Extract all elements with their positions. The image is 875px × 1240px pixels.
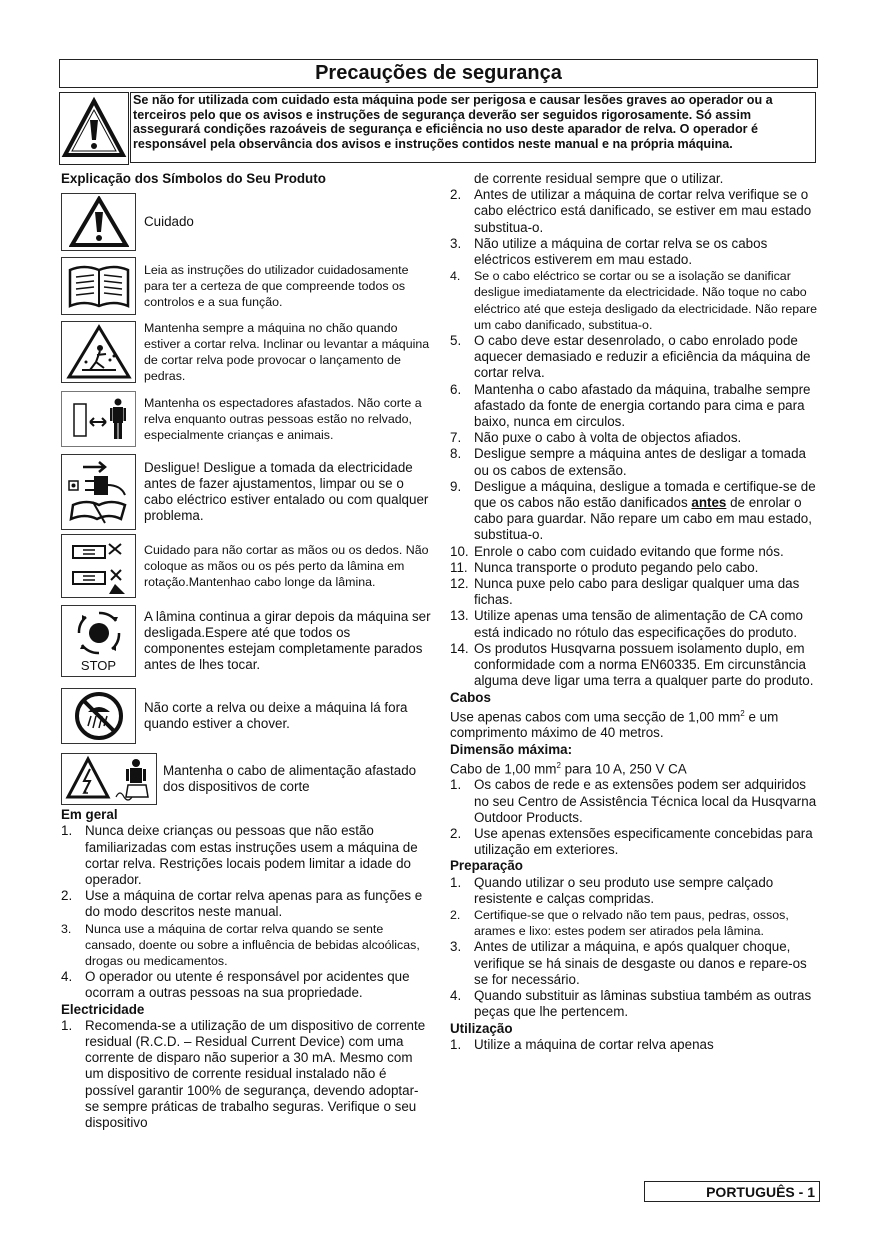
title-box [59, 59, 818, 88]
list-item-continuation: de corrente residual sempre que o utilizar. [474, 171, 724, 186]
rotating-blade-stop-icon-box [61, 605, 136, 677]
em-geral-heading: Em geral [61, 807, 118, 823]
list-item: 5. O cabo deve estar desenrolado, o cabo enrolado pode aquecer demasiado e reduzir a eficiência da máquina de cortar relva. [450, 333, 811, 381]
electricidade-heading: Electricidade [61, 1001, 145, 1017]
dimensao-heading: Dimensão máxima: [450, 741, 573, 757]
list-item: 10. Enrole o cabo com cuidado evitando que forme nós. [450, 543, 784, 559]
keep-bystanders-away-icon-box [61, 391, 136, 447]
cable-away-icon-box [61, 753, 157, 805]
utilizacao-list [450, 1037, 822, 1053]
no-rain-icon-box [61, 688, 136, 744]
dimensao-list [450, 777, 822, 858]
manual-book-icon-box [61, 257, 136, 315]
symbol-row [61, 255, 431, 317]
symbol-text: Não corte a relva ou deixe a máquina lá fora quando estiver a chover. [144, 700, 408, 732]
right-column [450, 171, 822, 1053]
warning-banner-icon-box [59, 92, 129, 165]
blade-hands-feet-icon-box [61, 534, 136, 598]
symbols-heading: Explicação dos Símbolos do Seu Produto [61, 171, 326, 186]
list-item: 2. Use a máquina de cortar relva apenas para as funções e do modo descritos neste manual. [61, 888, 423, 920]
cable-away-icon [64, 755, 154, 803]
preparacao-heading: Preparação [450, 858, 523, 874]
symbol-text: Cuidado [144, 214, 194, 230]
cabos-text: Use apenas cabos com uma secção de 1,00 $mm^2$ e um comprimento máximo de 40 metros. [450, 708, 779, 741]
keep-bystanders-away-icon [66, 394, 132, 444]
symbol-text: Mantenha o cabo de alimentação afastado dos dispositivos de corte [163, 763, 417, 795]
unplug-icon-box [61, 454, 136, 530]
list-item: 13. Utilize apenas uma tensão de alimentação de CA como está indicado no rótulo das especificações do produto. [450, 608, 804, 640]
left-column [61, 171, 431, 1131]
no-rain-icon [72, 690, 126, 742]
page-footer: PORTUGUÊS - 1 [644, 1181, 820, 1202]
cabos-heading: Cabos [450, 689, 491, 705]
list-item: 11. Nunca transporte o produto pegando pelo cabo. [450, 559, 759, 575]
symbol-row [61, 687, 431, 745]
list-item: 3. Nunca use a máquina de cortar relva quando se sente cansado, doente ou sobre a influência de bebidas alcoólicas, drogas ou medicamentos. [61, 921, 420, 969]
page-title: Precauções de segurança [315, 62, 562, 84]
flying-debris-icon [66, 324, 132, 380]
list-item: 7. Não puxe o cabo à volta de objectos afiados. [450, 430, 742, 446]
flying-debris-icon-box [61, 321, 136, 383]
symbol-text: A lâmina continua a girar depois da máquina ser desligada.Espere até que todos os componentes estejam completamente parados antes de lhes tocar. [144, 608, 431, 673]
list-item: 4. O operador ou utente é responsável por acidentes que ocorram a outras pessoas na sua propriedade. [61, 969, 410, 1001]
symbol-text: Leia as instruções do utilizador cuidadosamente para ter a certeza de que compreende todos os controlos e a sua função. [144, 262, 409, 310]
list-item: 4. Quando substituir as lâminas substiua também as outras peças que lhe pertencem. [450, 988, 812, 1020]
emphasis-antes: antes [691, 495, 727, 511]
list-item: 3. Antes de utilizar a máquina, e após qualquer choque, verifique se há sinais de desgaste ou danos e repare-os se for necessário. [450, 939, 807, 987]
symbol-row [61, 319, 431, 385]
list-item: 14. Os produtos Husqvarna possuem isolamento duplo, em conformidade com a norma EN60335. Em circunstância alguma deve ligar uma terra a qualquer parte do produto. [450, 640, 814, 689]
list-item: 2. Antes de utilizar a máquina de cortar relva verifique se o cabo eléctrico está danificado, se estiver em mau estado substitua-o. [450, 187, 812, 235]
electricidade-list-cont [450, 171, 822, 690]
list-item: 1. Nunca deixe crianças ou pessoas que não estão familiarizadas com estas instruções usem a máquina de cortar relva. Restrições locais podem limitar a idade do operador. [61, 823, 418, 888]
symbol-row [61, 533, 431, 599]
list-item: 3. Não utilize a máquina de cortar relva se os cabos eléctricos estiverem em mau estado. [450, 235, 768, 268]
list-item: 1. Os cabos de rede e as extensões podem ser adquiridos no seu Centro de Assistência Técnica local da Husqvarna Outdoor Products. [450, 777, 817, 825]
symbol-text: Mantenha sempre a máquina no chão quando estiver a cortar relva. Inclinar ou levantar a máquina de cortar relva pode provocar o lançamento de pedras. [144, 320, 430, 384]
warning-triangle-icon [60, 93, 128, 164]
symbol-row [61, 387, 431, 451]
list-item: 12. Nunca puxe pelo cabo para desligar qualquer uma das fichas. [450, 576, 800, 608]
list-item: 8. Desligue sempre a máquina antes de desligar a tomada ou os cabos de extensão. [450, 446, 806, 478]
unplug-icon [65, 457, 133, 527]
electricidade-list-start [61, 1018, 431, 1131]
list-item: 1. Utilize a máquina de cortar relva apenas [450, 1036, 714, 1052]
list-item: 2. Use apenas extensões especificamente concebidas para utilização em exteriores. [450, 826, 813, 858]
utilizacao-heading: Utilização [450, 1020, 513, 1036]
list-item: 1. Quando utilizar o seu produto use sempre calçado resistente e calças compridas. [450, 874, 774, 906]
preparacao-list [450, 875, 822, 1021]
stop-label: STOP [80, 658, 117, 674]
blade-hands-feet-icon [65, 536, 133, 596]
symbol-text: Cuidado para não cortar as mãos ou os dedos. Não coloque as mãos ou os pés perto da lâmina em rotação.Mantenhao cabo longe da lâmina. [144, 542, 429, 590]
list-item: 6. Mantenha o cabo afastado da máquina, trabalhe sempre afastado da fonte de energia cortando para cima e para baixo, nunca em circulos. [450, 381, 811, 430]
symbol-row [61, 603, 431, 679]
symbol-row [61, 193, 431, 251]
symbol-row [61, 751, 431, 807]
list-item: 4. Se o cabo eléctrico se cortar ou se a isolação se danificar desligue imediatamente da electricidade. Não toque no cabo eléctrico até que esteja desligado da electricidade. Não repare um cabo danificado, substitua-o. [450, 269, 818, 332]
dimensao-text: Cabo de 1,00 $mm^2$ para 10 A, 250 V CA [450, 760, 687, 777]
warning-triangle-icon-box [61, 193, 136, 251]
manual-book-icon [66, 262, 132, 310]
rotating-blade-stop-icon [68, 609, 130, 659]
symbol-text: Mantenha os espectadores afastados. Não corte a relva enquanto outras pessoas estão no relvado, especialmente crianças e animais. [144, 395, 422, 443]
list-item: 2. Certifique-se que o relvado não tem paus, pedras, ossos, arames e lixo: estes podem ser atirados pela lâmina. [450, 908, 789, 939]
em-geral-list [61, 823, 431, 1001]
symbol-text: Desligue! Desligue a tomada da electricidade antes de fazer ajustamentos, limpar ou se o cabo eléctrico estiver entalado ou com qualquer problema. [144, 459, 429, 524]
warning-triangle-icon [69, 196, 129, 248]
warning-banner: Se não for utilizada com cuidado esta máquina pode ser perigosa e causar lesões graves ao operador ou a terceiros pelo que os avisos e instruções de segurança deverão ser seguidos rigorosamente. Só assim assegurará condições razoáveis de segurança e eficiência no uso deste aparador de relva. O operador é responsável pela observância dos avisos e instruções contidos neste manual e na própria máquina. [130, 92, 816, 163]
list-item: 9. Desligue a máquina, desligue a tomada e certifique-se de que os cabos não estão danificados antes de enrolar o cabo para guardar. Não repare um cabo em mau estado, substitua-o. [450, 478, 816, 543]
symbol-row [61, 453, 431, 531]
list-item: 1. Recomenda-se a utilização de um dispositivo de corrente residual (R.C.D. – Residual Current Device) com uma corrente de disparo não superior a 30 mA. Mesmo com um dispositivo de corrente residual instalado não é possível garantir 100% de segurança, devendo adoptar-se sempre práticas de trabalho seguras. Verifique o seu dispositivo [61, 1017, 426, 1131]
